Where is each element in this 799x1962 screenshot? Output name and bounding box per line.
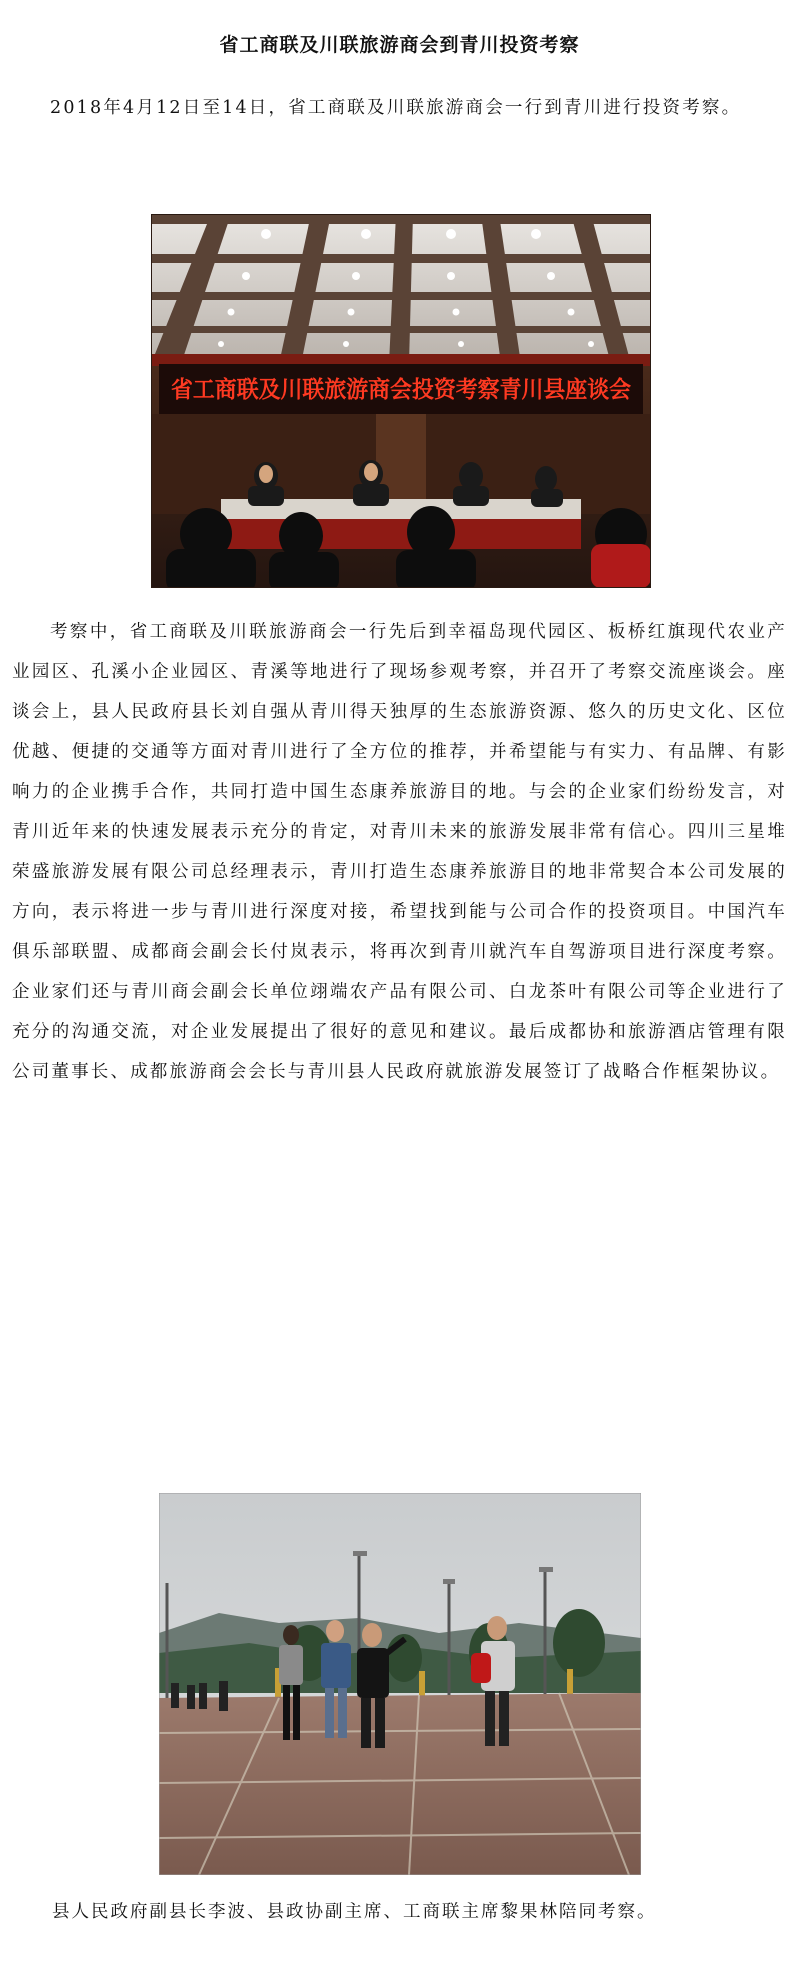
intro-paragraph: 2018年4月12日至14日，省工商联及川联旅游商会一行到青川进行投资考察。 xyxy=(50,98,742,118)
meeting-photo xyxy=(151,214,651,588)
photo-caption: 县人民政府副县长李波、县政协副主席、工商联主席黎果林陪同考察。 xyxy=(52,1902,657,1922)
body-paragraph: 考察中，省工商联及川联旅游商会一行先后到幸福岛现代园区、板桥红旗现代农业产业园区、孔溪小企业园区、青溪等地进行了现场参观考察，并召开了考察交流座谈会。座谈会上，县人民政府县长刘自强从青川得天独厚的生态旅游资源、悠久的历史文化、区位优越、便捷的交通等方面对青川进行了全方位的推荐，并希望能与有实力、有品牌、有影响力的企业携手合作，共同打造中国生态康养旅游目的地。与会的企业家们纷纷发言，对青川近年来的快速发展表示充分的肯定，对青川未来的旅游发展非常有信心。四川三星堆荣盛旅游发展有限公司总经理表示，青川打造生态康养旅游目的地非常契合本公司发展的方向，表示将进一步与青川进行深度对接，希望找到能与公司合作的投资项目。中国汽车俱乐部联盟、成都商会副会长付岚表示，将再次到青川就汽车自驾游项目进行深度考察。企业家们还与青川商会副会长单位翊端农产品有限公司、白龙茶叶有限公司等企业进行了充分的沟通交流，对企业发展提出了很好的意见和建议。最后成都协和旅游酒店管理有限公司董事长、成都旅游商会会长与青川县人民政府就旅游发展签订了战略合作框架协议。 xyxy=(12,622,787,1082)
banner-text: 省工商联及川联旅游商会投资考察青川县座谈会 xyxy=(171,376,631,403)
site-visit-photo xyxy=(159,1493,641,1875)
article-title: 省工商联及川联旅游商会到青川投资考察 xyxy=(219,34,580,56)
